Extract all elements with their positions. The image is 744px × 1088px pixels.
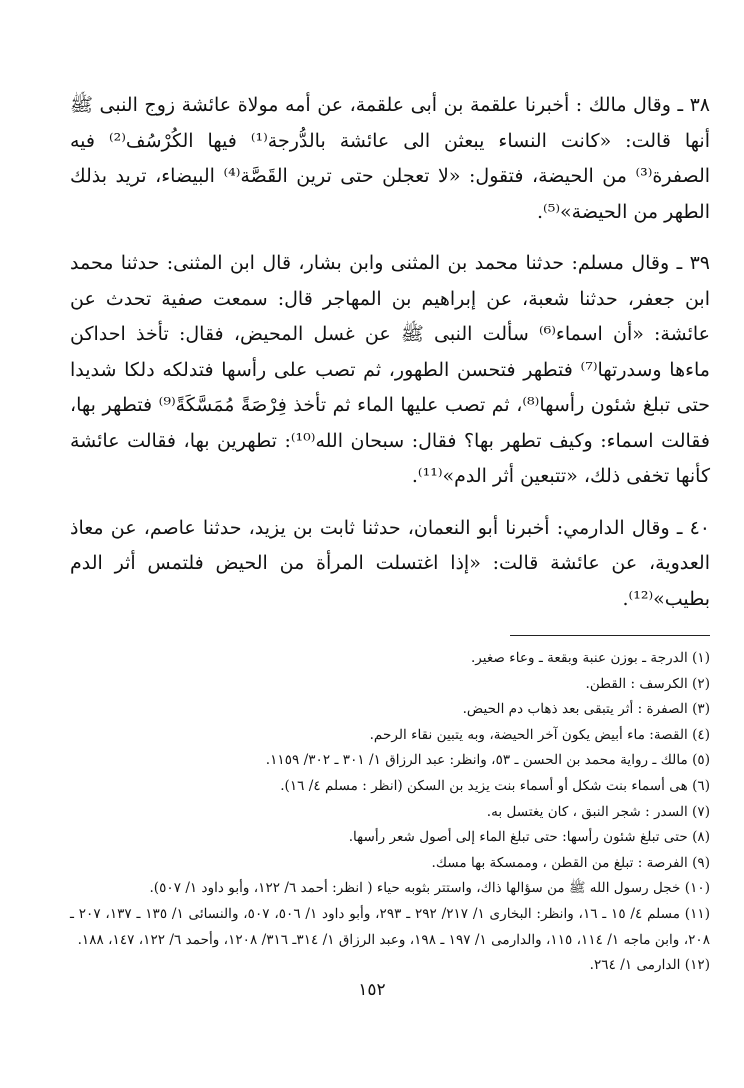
hadith-paragraph-40: ٤٠ ـ وقال الدارمي: أخبرنا أبو النعمان، حدثنا ثابت بن يزيد، حدثنا عاصم، عن معاذ العدوية، عن عائشة قالت: «إذا اغتسلت المرأة من الحيض فلتمس أثر الدم بطيب»⁽¹²⁾. — [70, 516, 710, 610]
footnote-1: (١) الدرجة ـ بوزن عنبة وبقعة ـ وعاء صغير. — [470, 650, 710, 666]
footnotes-list — [70, 646, 710, 979]
page-body — [70, 88, 710, 979]
footnote-6: (٦) هى أسماء بنت شكل أو أسماء بنت يزيد بن السكن (انظر : مسلم ٤/ ١٦). — [280, 777, 710, 794]
footnote-4: (٤) القصة: ماء أبيض يكون آخر الحيضة، وبه يتبين نقاء الرحم. — [369, 726, 710, 743]
page-number: ١٥٢ — [358, 980, 386, 1000]
hadith-paragraph-38: ٣٨ ـ وقال مالك : أخبرنا علقمة بن أبى علقمة، عن أمه مولاة عائشة زوج النبى ﷺ أنها قالت: «كانت النساء يبعثن الى عائشة بالدُّرجة⁽¹⁾ فيها الكُرْسُف⁽²⁾ فيه الصفرة⁽³⁾ من الحيضة، فتقول: «لا تعجلن حتى ترين القَصَّة⁽⁴⁾ البيضاء، تريد بذلك الطهر من الحيضة»⁽⁵⁾. — [70, 94, 711, 223]
footnote-10: (١٠) خجل رسول الله ﷺ من سؤالها ذاك، واستتر بثوبه حياء ( انظر: أحمد ٦/ ١٢٢، وأبو داود ١/ ٥٠٧). — [149, 880, 710, 897]
footnote-5: (٥) مالك ـ رواية محمد بن الحسن ـ ٥٣، وانظر: عبد الرزاق ١/ ٣٠١ ـ ٣٠٢/ ١١٥٩. — [265, 752, 710, 769]
footnote-divider — [510, 635, 710, 636]
hadith-paragraph-39: ٣٩ ـ وقال مسلم: حدثنا محمد بن المثنى وابن بشار، قال ابن المثنى: حدثنا محمد ابن جعفر، حدثنا شعبة، عن إبراهيم بن المهاجر قال: سمعت صفية تحدث عن عائشة: «أن اسماء⁽⁶⁾ سألت النبى ﷺ عن غسل المحيض، فقال: تأخذ احداكن ماءها وسدرتها⁽⁷⁾ فتطهر فتحسن الطهور، ثم تصب على رأسها فتدلكه دلكا شديدا حتى تبلغ شئون رأسها⁽⁸⁾، ثم تصب عليها الماء ثم تأخذ فِرْصَةً مُمَسَّكَةً⁽⁹⁾ فتطهر بها، فقالت اسماء: وكيف تطهر بها؟ فقال: سبحان الله⁽¹⁰⁾: تطهرين بها، فقالت عائشة كأنها تخفى ذلك، «تتبعين أثر الدم»⁽¹¹⁾. — [70, 252, 711, 487]
footnote-9: (٩) الفرصة : تبلغ من القطن ، وممسكة بها مسك. — [431, 854, 710, 871]
footnote-11: (١١) مسلم ٤/ ١٥ ـ ١٦، وانظر: البخارى ١/ ٢١٧/ ٢٩٢ ـ ٢٩٣، وأبو داود ١/ ٥٠٦، ٥٠٧، والنسائى ١/ ١٣٥ ـ ١٣٧، ٢٠٧ ـ ٢٠٨، وابن ماجه ١/ ١١٤، ١١٥، والدارمى ١/ ١٩٧ ـ ١٩٨، وعبد الرزاق ١/ ٣١٤ـ ٣١٦/ ١٢٠٨، وأحمد ٦/ ١٢٢، ١٤٧، ١٨٨. — [70, 905, 711, 948]
footnote-2: (٢) الكرسف : القطن. — [585, 675, 710, 692]
footnote-12: (١٢) الدارمى ١/ ٢٦٤. — [589, 957, 710, 974]
footnote-8: (٨) حتى تبلغ شئون رأسها: حتى تبلغ الماء إلى أصول شعر رأسها. — [348, 829, 710, 846]
footnote-3: (٣) الصفرة : أثر يتبقى بعد ذهاب دم الحيض. — [462, 701, 710, 718]
footnote-7: (٧) السدر : شجر النبق ، كان يغتسل به. — [486, 803, 710, 820]
